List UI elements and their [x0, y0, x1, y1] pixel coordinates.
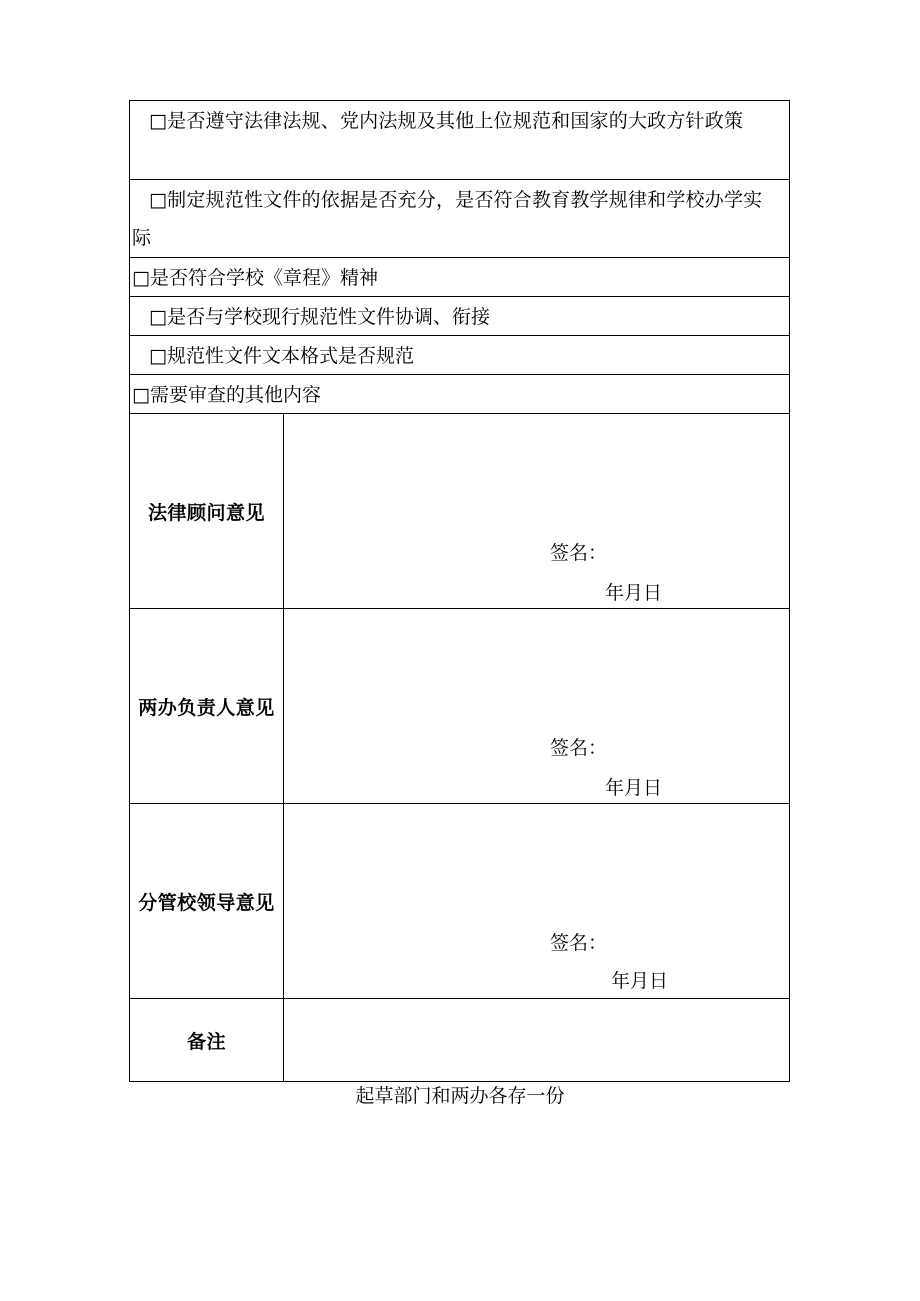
- date-label: 年月日: [611, 970, 669, 992]
- date-label: 年月日: [605, 582, 663, 604]
- check-item-legal-compliance[interactable]: □是否遵守法律法规、党内法规及其他上位规范和国家的大政方针政策: [149, 110, 744, 132]
- signature-label: 签名：: [550, 542, 608, 564]
- check-item-charter-spirit[interactable]: □是否符合学校《章程》精神: [130, 257, 789, 296]
- legal-advisor-opinion-row: [130, 413, 789, 608]
- signature-label: 签名：: [550, 737, 608, 759]
- check-item-format[interactable]: □规范性文件文本格式是否规范: [130, 335, 789, 374]
- footer-note: 起草部门和两办各存一份: [355, 1085, 565, 1107]
- school-leader-opinion-field[interactable]: [284, 804, 789, 998]
- check-item-coordination[interactable]: □是否与学校现行规范性文件协调、衔接: [130, 296, 789, 335]
- date-label: 年月日: [605, 777, 663, 799]
- review-form-table: [129, 100, 790, 1082]
- legal-advisor-opinion-field[interactable]: [284, 414, 789, 608]
- legal-advisor-opinion-label: 法律顾问意见: [130, 414, 284, 608]
- remarks-field[interactable]: [284, 999, 789, 1081]
- remarks-row: [130, 998, 789, 1081]
- office-heads-opinion-field[interactable]: [284, 609, 789, 803]
- check-item-other-content[interactable]: □需要审查的其他内容: [130, 374, 789, 413]
- remarks-label: 备注: [130, 999, 284, 1081]
- check-item-basis-sufficiency[interactable]: □制定规范性文件的依据是否充分，是否符合教育教学规律和学校办学实际: [130, 179, 789, 257]
- school-leader-opinion-label: 分管校领导意见: [130, 804, 284, 998]
- signature-label: 签名：: [550, 932, 608, 954]
- school-leader-opinion-row: [130, 803, 789, 998]
- office-heads-opinion-row: [130, 608, 789, 803]
- office-heads-opinion-label: 两办负责人意见: [130, 609, 284, 803]
